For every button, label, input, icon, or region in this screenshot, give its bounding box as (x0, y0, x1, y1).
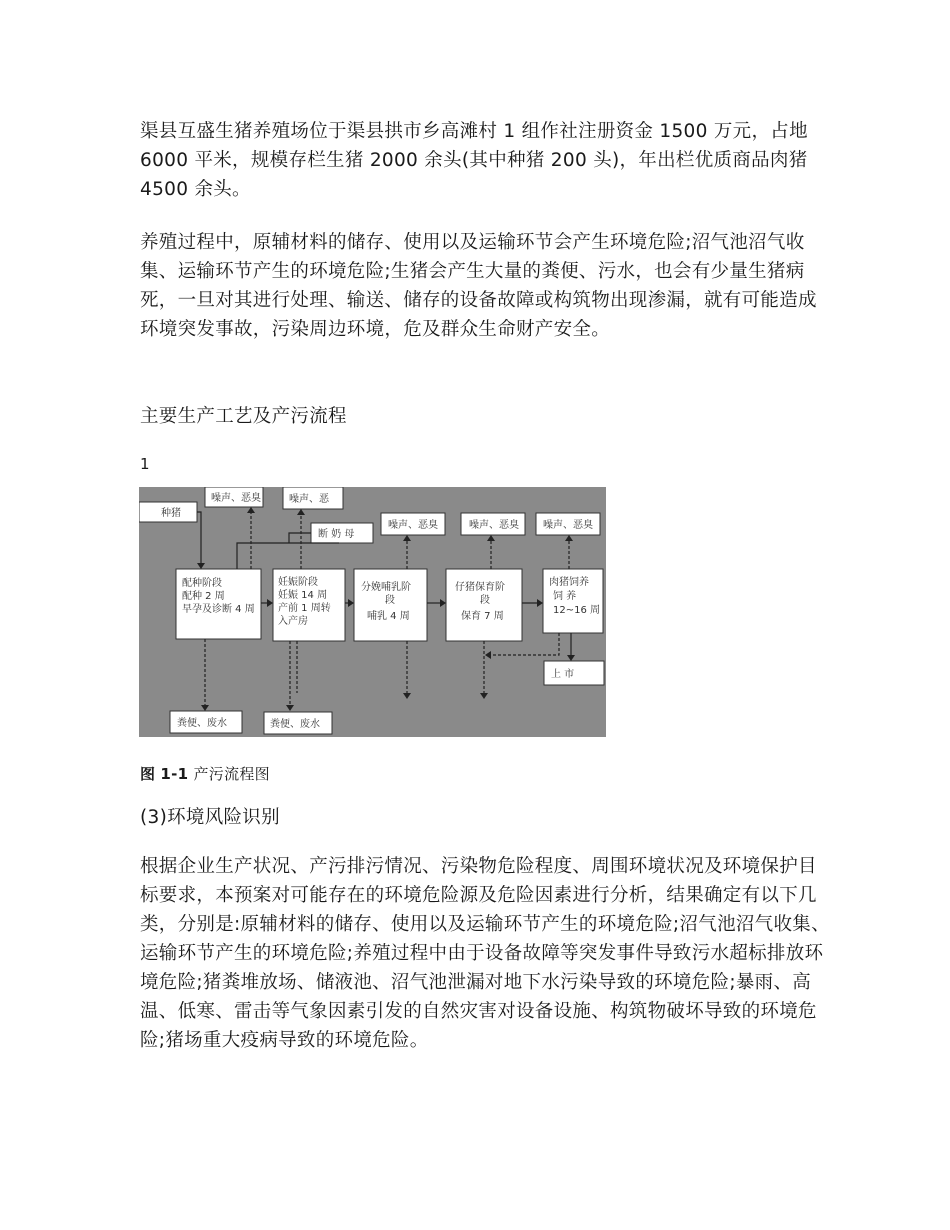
stage4-line1: 仔猪保育阶 (455, 582, 505, 593)
stage3-line3: 哺乳 4 周 (367, 611, 410, 622)
noise-label-1: 噪声、恶臭 (211, 493, 261, 504)
stage5-line2: 饲 养 (553, 591, 577, 602)
market-label: 上 市 (551, 669, 575, 680)
stage1-line1: 配种阶段 (182, 578, 222, 589)
stage2-line3: 产前 1 周转 (278, 603, 331, 614)
noise-label-5: 噪声、恶臭 (543, 520, 593, 531)
caption-number: 1-1 (160, 765, 189, 783)
page-number: 1 (140, 455, 150, 473)
pig-label: 种猪 (161, 508, 181, 519)
stage2-line4: 入产房 (278, 616, 308, 627)
caption-prefix: 图 (140, 765, 156, 783)
stage3-line2: 段 (385, 595, 395, 606)
stage2-line1: 妊娠阶段 (278, 577, 318, 588)
section-title: (3)环境风险识别 (140, 807, 280, 828)
stage2-line2: 妊娠 14 周 (278, 590, 328, 601)
stage3-line1: 分娩哺乳阶 (361, 582, 411, 593)
waste-label-1: 粪便、废水 (177, 718, 227, 729)
weaning-label: 断 奶 母 (318, 529, 355, 540)
waste-label-2: 粪便、废水 (270, 719, 320, 730)
intro-paragraph: 渠县互盛生猪养殖场位于渠县拱市乡高滩村 1 组作社注册资金 1500 万元，占地 6000 平米，规模存栏生猪 2000 余头(其中种猪 200 头)，年出栏优质商品肉猪 4500 余头。 (140, 121, 808, 200)
stage4-line3: 保育 7 周 (461, 611, 504, 622)
pollution-flow-diagram (139, 487, 606, 737)
stage1-line2: 配种 2 周 (182, 591, 225, 602)
risk-paragraph: 养殖过程中，原辅材料的储存、使用以及运输环节会产生环境危险;沼气池沼气收集、运输环节产生的环境危险;生猪会产生大量的粪便、污水，也会有少量生猪病死，一旦对其进行处理、输送、储存的设备故障或构筑物出现渗漏，就有可能造成环境突发事故，污染周边环境，危及群众生命财产安全。 (140, 232, 817, 340)
stage4-line2: 段 (480, 595, 490, 606)
stage5-line1: 肉猪饲养 (549, 577, 589, 588)
stage5-line3: 12~16 周 (553, 605, 601, 616)
caption-text: 产污流程图 (193, 765, 270, 783)
section-heading: 主要生产工艺及产污流程 (140, 406, 347, 427)
figure-caption (140, 760, 830, 789)
noise-label-3: 噪声、恶臭 (388, 520, 438, 531)
noise-label-2: 噪声、恶 (289, 494, 329, 505)
risk-identification-paragraph: 根据企业生产状况、产污排污情况、污染物危险程度、周围环境状况及环境保护目标要求，本预案对可能存在的环境危险源及危险因素进行分析，结果确定有以下几类，分别是:原辅材料的储存、使用以及运输环节产生的环境危险;沼气池沼气收集、运输环节产生的环境危险;养殖过程中由于设备故障等突发事件导致污水超标排放环境危险;猪粪堆放场、储液池、沼气池泄漏对地下水污染导致的环境危险;暴雨、高温、低寒、雷击等气象因素引发的自然灾害对设备设施、构筑物破坏导致的环境危险;猪场重大疫病导致的环境危险。 (140, 856, 830, 1051)
stage1-line3: 早孕及诊断 4 周 (182, 604, 255, 615)
noise-label-4: 噪声、恶臭 (469, 520, 519, 531)
